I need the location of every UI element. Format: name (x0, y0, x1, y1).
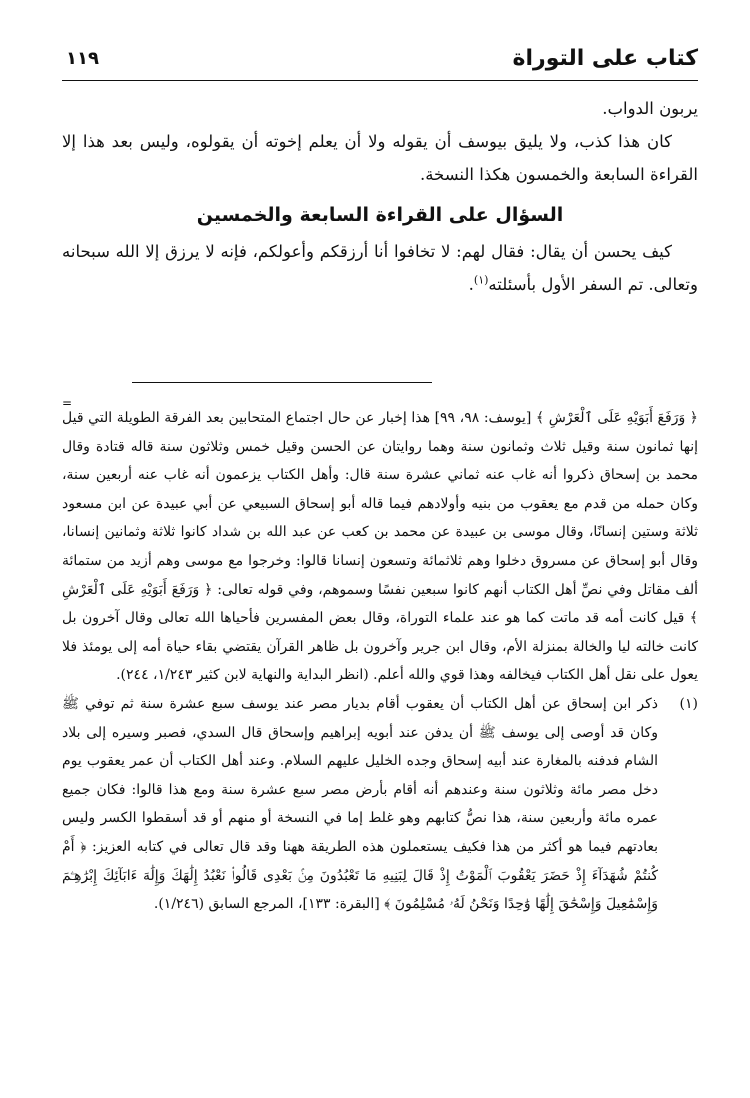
main-paragraph-2: كان هذا كذب، ولا يليق بيوسف أن يقوله ولا أن يعلم إخوته أن يقولوه، وليس بعد هذا إلا القراءة السابعة والخمسون هكذا النسخة. (62, 132, 698, 184)
main-line-1: يربون الدواب. (602, 99, 698, 118)
footnotes (62, 404, 698, 919)
main-paragraph-3-end: . (468, 275, 474, 294)
footnote-1 (62, 690, 698, 919)
page-number: ١١٩ (66, 48, 99, 69)
main-paragraph-3-text: كيف يحسن أن يقال: فقال لهم: لا تخافوا أنا أرزقكم وأعولكم، فإنه لا يرزق إلا الله سبحانه وتعالى. تم السفر الأول بأسئلته (62, 242, 698, 294)
footnote-1-text: ذكر ابن إسحاق عن أهل الكتاب أن يعقوب أقام بديار مصر عند يوسف سبع عشرة سنة ثم توفي ﷺ وكان قد أوصى إلى يوسف ﷺ أن يدفن عند أبويه إبراهيم وإسحاق قال السدي، فصبر وسيره إلى بلاد الشام فدفنه بالمغارة عند أبيه إسحاق وجده الخليل عليهم السلام. وعند أهل الكتاب أن عمر يعقوب يوم دخل مصر مائة وثلاثون سنة وعندهم أنه أقام بأرض مصر سبع عشرة سنة ومع هذا قالوا: فكان جميع عمره مائة وأربعين سنة، هذا نصُّ كتابهم وهو غلط إما في النسخة أو منهم أو قد أسقطوا الكسر وليس بعادتهم فيما هو أكثر من هذا فكيف يستعملون هذه الطريقة ههنا وقد قال تعالى في كتابه العزيز: ﴿ أَمْ كُنتُمْ شُهَدَآءَ إِذْ حَضَرَ يَعْقُوبَ ٱلْمَوْتُ إِذْ قَالَ لِبَنِيهِ مَا تَعْبُدُونَ مِنۢ بَعْدِى قَالُوا۟ نَعْبُدُ إِلَٰهَكَ وَإِلَٰهَ ءَابَآئِكَ إِبْرَٰهِـۧمَ وَإِسْمَٰعِيلَ وَإِسْحَٰقَ إِلَٰهًا وَٰحِدًا وَنَحْنُ لَهُۥ مُسْلِمُونَ ﴾ [البقرة: ١٣٣]، المرجع السابق (١/٢٤٦). (62, 695, 658, 913)
footnote-separator (62, 382, 432, 410)
section-heading: السؤال على القراءة السابعة والخمسين (196, 204, 564, 226)
footnote-rule (132, 382, 432, 383)
book-title: كتاب على التوراة (512, 46, 698, 71)
footnote-continuation: ﴿ وَرَفَعَ أَبَوَيْهِ عَلَى ٱلْعَرْشِ ﴾ [يوسف: ٩٨، ٩٩] هذا إخبار عن حال اجتماع المتحابين بعد الفرقة الطويلة التي قيل إنها ثمانون سنة وقيل ثلاث وثمانون سنة وهما روايتان عن الحسن وقيل خمس وثلاثون سنة قاله قتادة وقال محمد بن إسحاق ذكروا أنه غاب عنه ثماني عشرة سنة قال: وأهل الكتاب يزعمون أنه غاب عنه أربعين سنة، وكان حمله من قدم مع يعقوب من بنيه وأولادهم فيما قاله أبو إسحاق السبيعي عن أبي عبيدة عن ابن مسعود ثلاثة وستين إنسانًا، وقال موسى بن عبيدة عن محمد بن كعب عن عبد الله بن شداد كانوا ثلاثة وثمانين إنسانا، وقال أبو إسحاق عن مسروق دخلوا وهم ثلاثمائة وتسعون إنسانا قالوا: وخرجوا مع موسى وهم أزيد من ستمائة ألف مقاتل وفي نصِّ أهل الكتاب أنهم كانوا سبعين نفسًا وسموهم، وفي قوله تعالى: ﴿ وَرَفَعَ أَبَوَيْهِ عَلَى ٱلْعَرْشِ ﴾ قيل كانت أمه قد ماتت كما هو عند علماء التوراة، وقال بعض المفسرين فأحياها الله تعالى وقال آخرون بل كانت خالته ليا والخالة بمنزلة الأم، وقال ابن جرير وآخرون بل ظاهر القرآن يقتضي بقاء حياة أمه إلى يومئذ فلا يعول على نقل أهل الكتاب فيخالفه وهذا قوي والله أعلم. (انظر البداية والنهاية لابن كثير ١/٢٤٣، ٢٤٤). (62, 410, 699, 684)
main-text (62, 92, 698, 301)
running-header (62, 46, 698, 81)
continuation-marker: = (62, 396, 73, 410)
footnote-1-number: (١) (679, 695, 698, 712)
footnote-reference: (١) (473, 273, 489, 287)
main-paragraph-3 (62, 235, 698, 301)
